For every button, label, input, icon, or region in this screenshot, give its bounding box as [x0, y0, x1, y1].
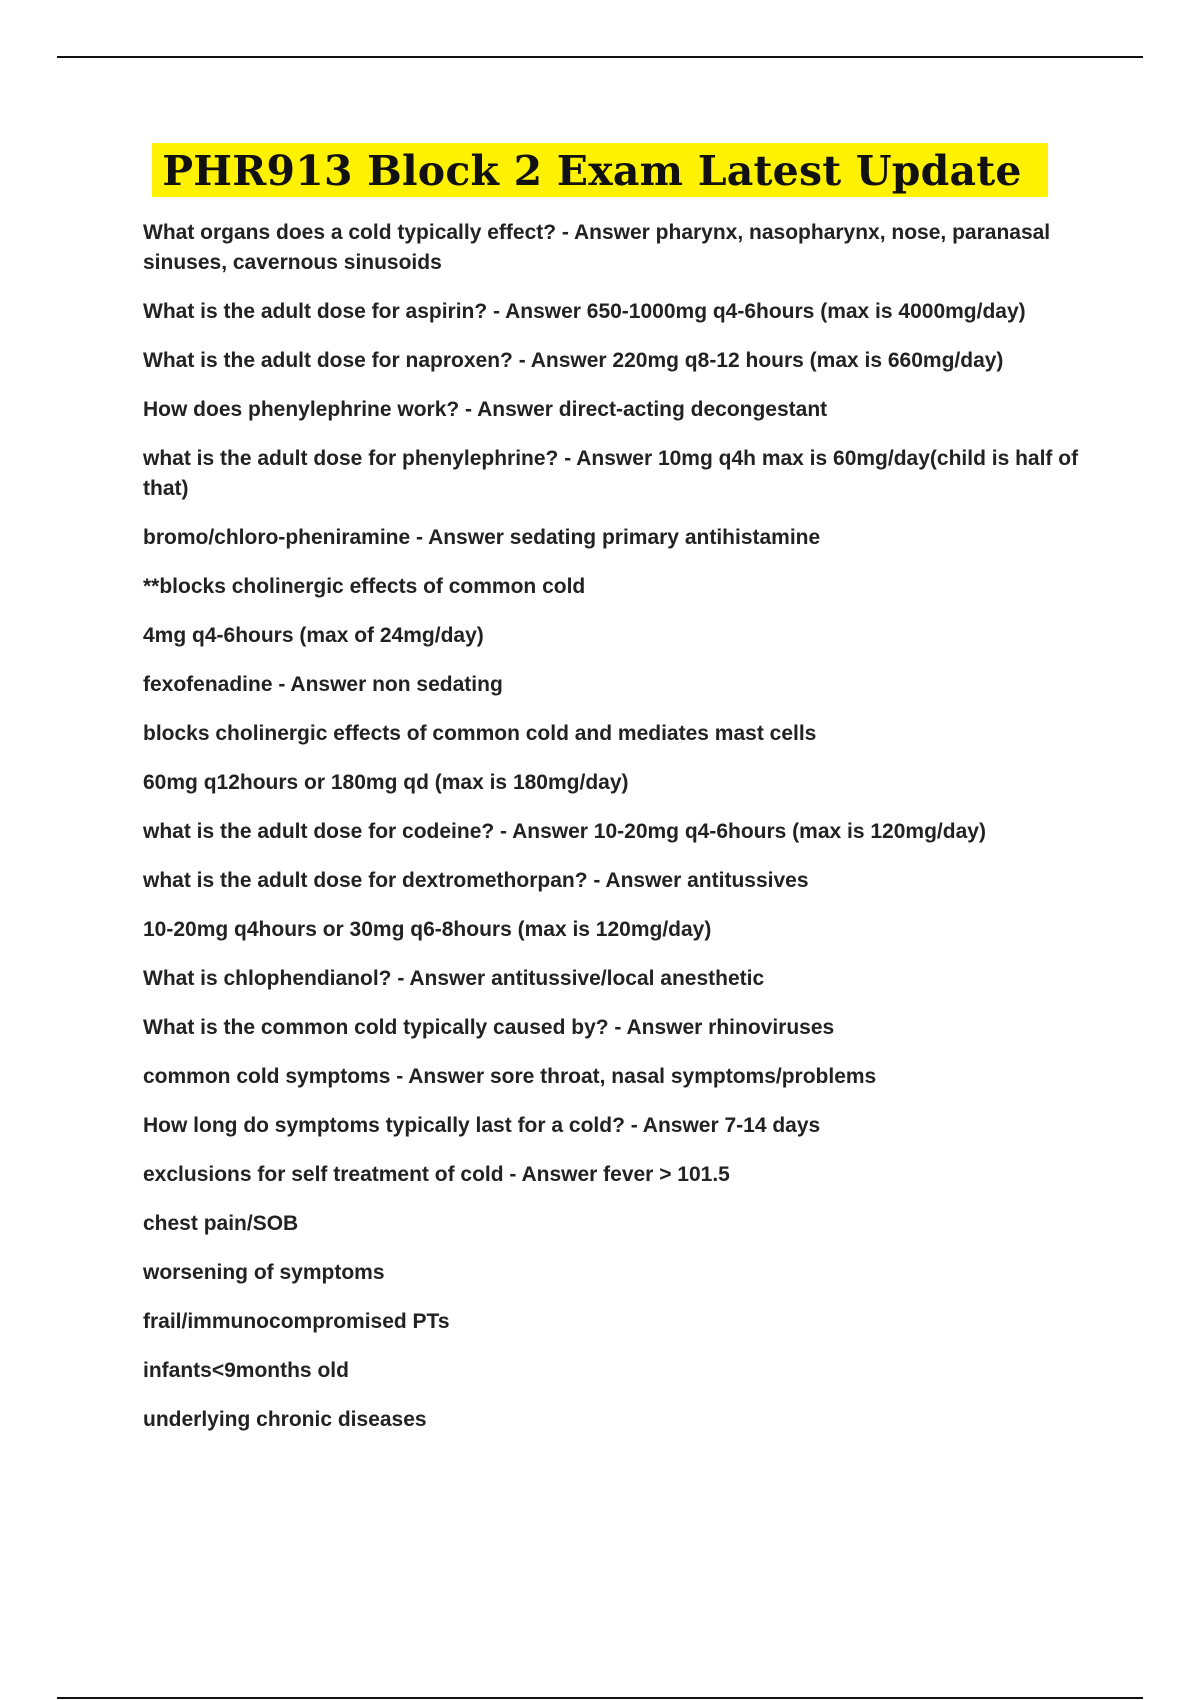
- qa-entry: 4mg q4-6hours (max of 24mg/day): [143, 624, 484, 647]
- qa-entry: what is the adult dose for phenylephrine? - Answer 10mg q4h max is 60mg/day(child is half of that): [143, 447, 1079, 500]
- qa-entry: infants<9months old: [143, 1359, 349, 1382]
- qa-entry: frail/immunocompromised PTs: [143, 1310, 450, 1333]
- qa-entry: 10-20mg q4hours or 30mg q6-8hours (max is 120mg/day): [143, 918, 712, 941]
- qa-entry: How does phenylephrine work? - Answer direct-acting decongestant: [143, 398, 828, 421]
- qa-entry: exclusions for self treatment of cold - Answer fever > 101.5: [143, 1163, 730, 1186]
- qa-entry: fexofenadine - Answer non sedating: [143, 673, 503, 696]
- qa-entry: What is the adult dose for naproxen? - Answer 220mg q8-12 hours (max is 660mg/day): [143, 349, 1004, 372]
- qa-entry: blocks cholinergic effects of common cold and mediates mast cells: [143, 722, 817, 745]
- qa-entry: bromo/chloro-pheniramine - Answer sedating primary antihistamine: [143, 526, 821, 549]
- qa-entry: what is the adult dose for codeine? - Answer 10-20mg q4-6hours (max is 120mg/day): [143, 820, 986, 843]
- qa-entry: common cold symptoms - Answer sore throat, nasal symptoms/problems: [143, 1065, 877, 1088]
- document-title: PHR913 Block 2 Exam Latest Update: [152, 143, 1047, 197]
- bottom-divider: [57, 1697, 1143, 1699]
- qa-entry: What is the common cold typically caused by? - Answer rhinoviruses: [143, 1016, 835, 1039]
- qa-entry: What is the adult dose for aspirin? - Answer 650-1000mg q4-6hours (max is 4000mg/day): [143, 300, 1026, 323]
- qa-entry: How long do symptoms typically last for a cold? - Answer 7-14 days: [143, 1114, 821, 1137]
- qa-entry: chest pain/SOB: [143, 1212, 299, 1235]
- qa-entry: What organs does a cold typically effect? - Answer pharynx, nasopharynx, nose, paranasal sinuses, cavernous sinusoids: [143, 221, 1051, 274]
- qa-entry: What is chlophendianol? - Answer antitussive/local anesthetic: [143, 967, 765, 990]
- qa-entry: **blocks cholinergic effects of common cold: [143, 575, 586, 598]
- qa-entry: worsening of symptoms: [143, 1261, 385, 1284]
- title-container: [0, 143, 1200, 197]
- qa-list: [143, 218, 1103, 1454]
- qa-entry: what is the adult dose for dextromethorpan? - Answer antitussives: [143, 869, 809, 892]
- qa-entry: underlying chronic diseases: [143, 1408, 427, 1431]
- qa-entry: 60mg q12hours or 180mg qd (max is 180mg/day): [143, 771, 629, 794]
- top-divider: [57, 56, 1143, 58]
